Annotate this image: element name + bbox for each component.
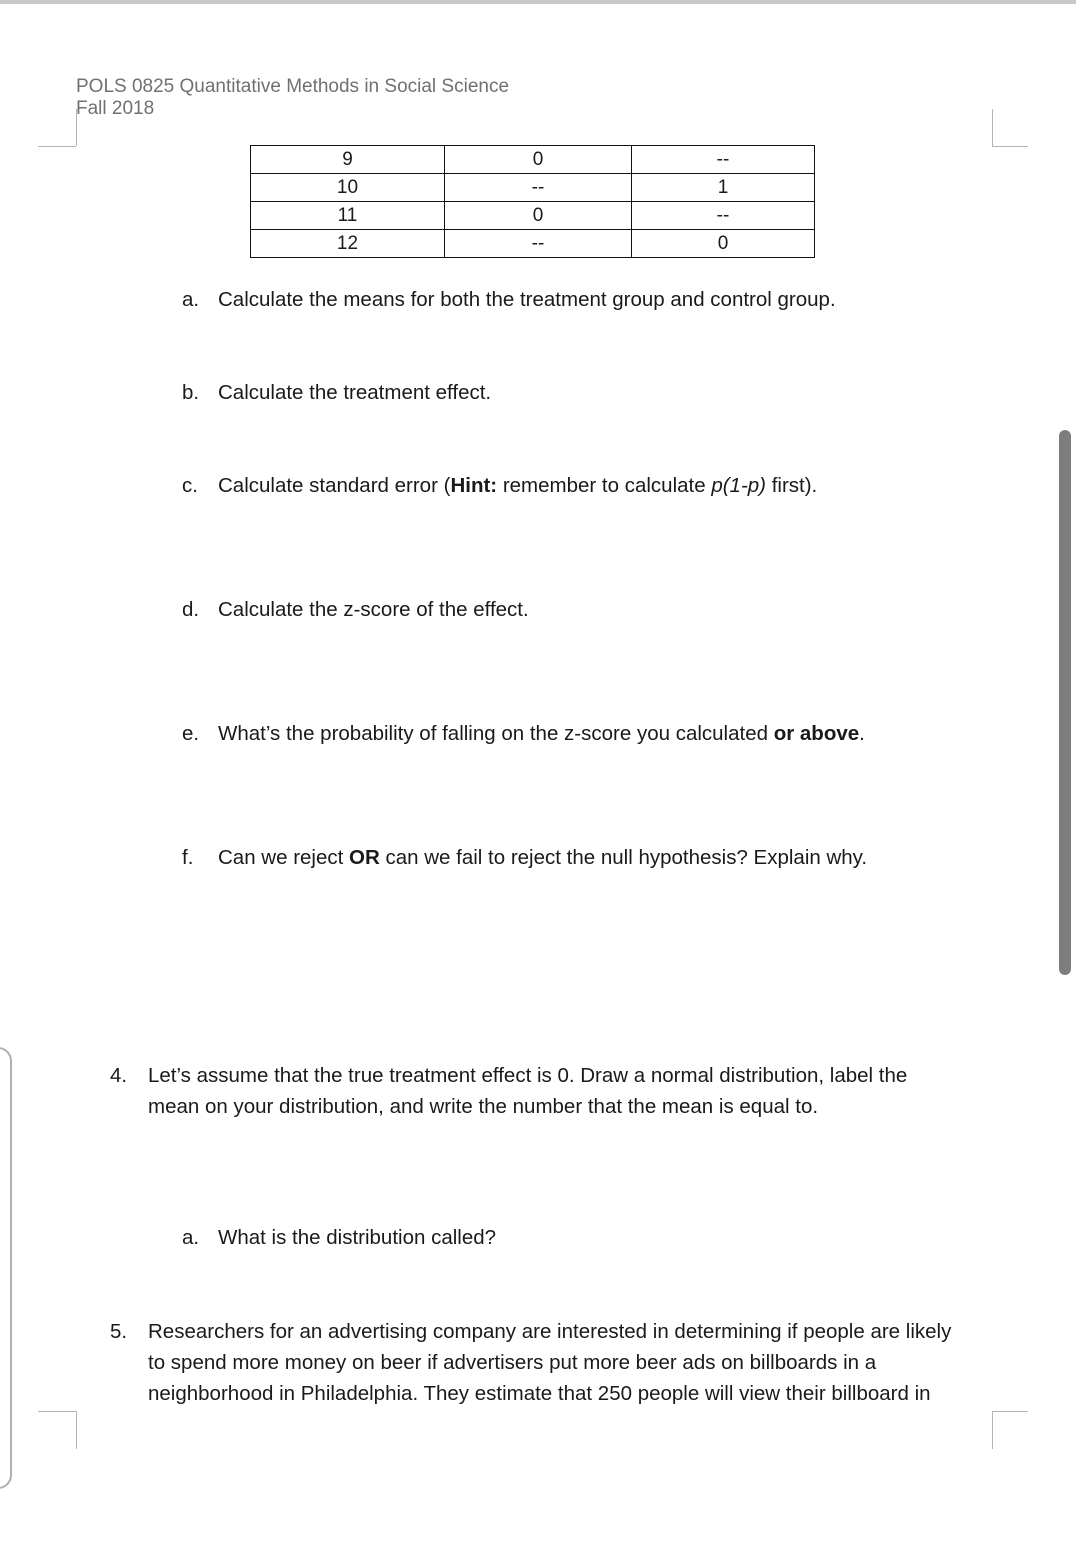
- table-cell: 12: [251, 230, 445, 258]
- item-label: e.: [182, 722, 200, 745]
- text-part: first).: [766, 474, 818, 497]
- table-cell: --: [632, 202, 815, 230]
- item-text-line: neighborhood in Philadelphia. They estimate that 250 people will view their billboard in: [148, 1382, 931, 1405]
- table-cell: 0: [445, 146, 632, 174]
- item-label: c.: [182, 474, 198, 497]
- question-3a: [182, 284, 836, 315]
- item-text: Calculate the means for both the treatment group and control group.: [218, 288, 836, 311]
- table-cell: --: [632, 146, 815, 174]
- scrollbar-thumb[interactable]: [1059, 430, 1071, 975]
- course-term: Fall 2018: [76, 98, 155, 119]
- text-part: remember to calculate: [497, 474, 712, 497]
- crop-mark: [992, 109, 993, 146]
- item-text: [218, 842, 867, 873]
- item-text-line: to spend more money on beer if advertisers put more beer ads on billboards in a: [148, 1351, 877, 1374]
- course-title: POLS 0825 Quantitative Methods in Social Science: [76, 76, 510, 97]
- question-5: [110, 1316, 951, 1409]
- table-row: [251, 202, 815, 230]
- table-cell: --: [445, 230, 632, 258]
- item-label: a.: [182, 288, 200, 311]
- item-label: 4.: [110, 1064, 128, 1087]
- top-border: [0, 0, 1076, 4]
- question-3e: [182, 718, 865, 749]
- text-part: Calculate standard error (: [218, 474, 451, 497]
- hint-bold: Hint:: [450, 474, 498, 497]
- text-part: can we fail to reject the null hypothesis? Explain why.: [379, 846, 868, 869]
- table-row: [251, 174, 815, 202]
- item-text: Calculate the z-score of the effect.: [218, 598, 529, 621]
- question-3d: [182, 594, 529, 625]
- formula-italic: p(1-p): [711, 474, 767, 497]
- item-text: What is the distribution called?: [218, 1226, 497, 1249]
- item-label: f.: [182, 846, 194, 869]
- text-part: Can we reject: [218, 846, 350, 869]
- item-label: d.: [182, 598, 200, 621]
- item-text-line: mean on your distribution, and write the number that the mean is equal to.: [148, 1095, 819, 1118]
- table-cell: 0: [445, 202, 632, 230]
- table-row: [251, 230, 815, 258]
- question-3f: [182, 842, 867, 873]
- item-text: [218, 470, 817, 501]
- item-label: 5.: [110, 1320, 128, 1343]
- item-label: a.: [182, 1226, 200, 1249]
- crop-mark: [992, 146, 1028, 147]
- item-text: [218, 718, 865, 749]
- item-text-line: Let’s assume that the true treatment effect is 0. Draw a normal distribution, label the: [148, 1064, 908, 1087]
- table-cell: 10: [251, 174, 445, 202]
- table-cell: 0: [632, 230, 815, 258]
- crop-mark: [76, 1411, 77, 1449]
- item-text: Calculate the treatment effect.: [218, 381, 492, 404]
- emphasis-bold: OR: [349, 846, 380, 869]
- question-3c: [182, 470, 817, 501]
- text-part: .: [859, 722, 865, 745]
- question-4: [110, 1060, 907, 1122]
- item-label: b.: [182, 381, 200, 404]
- table-cell: 11: [251, 202, 445, 230]
- crop-mark: [76, 109, 77, 146]
- text-part: What’s the probability of falling on the z-score you calculated: [218, 722, 774, 745]
- table-cell: --: [445, 174, 632, 202]
- emphasis-bold: or above: [773, 722, 860, 745]
- previous-page-edge: [0, 1047, 12, 1489]
- table-cell: 1: [632, 174, 815, 202]
- table-cell: 9: [251, 146, 445, 174]
- table-row: [251, 146, 815, 174]
- crop-mark: [992, 1411, 993, 1449]
- data-table: [250, 145, 815, 258]
- crop-mark: [38, 146, 76, 147]
- crop-mark: [38, 1411, 76, 1412]
- question-4a: [182, 1222, 496, 1253]
- page-header: [76, 76, 509, 120]
- crop-mark: [992, 1411, 1028, 1412]
- question-3b: [182, 377, 491, 408]
- item-text-line: Researchers for an advertising company are interested in determining if people are likely: [148, 1320, 952, 1343]
